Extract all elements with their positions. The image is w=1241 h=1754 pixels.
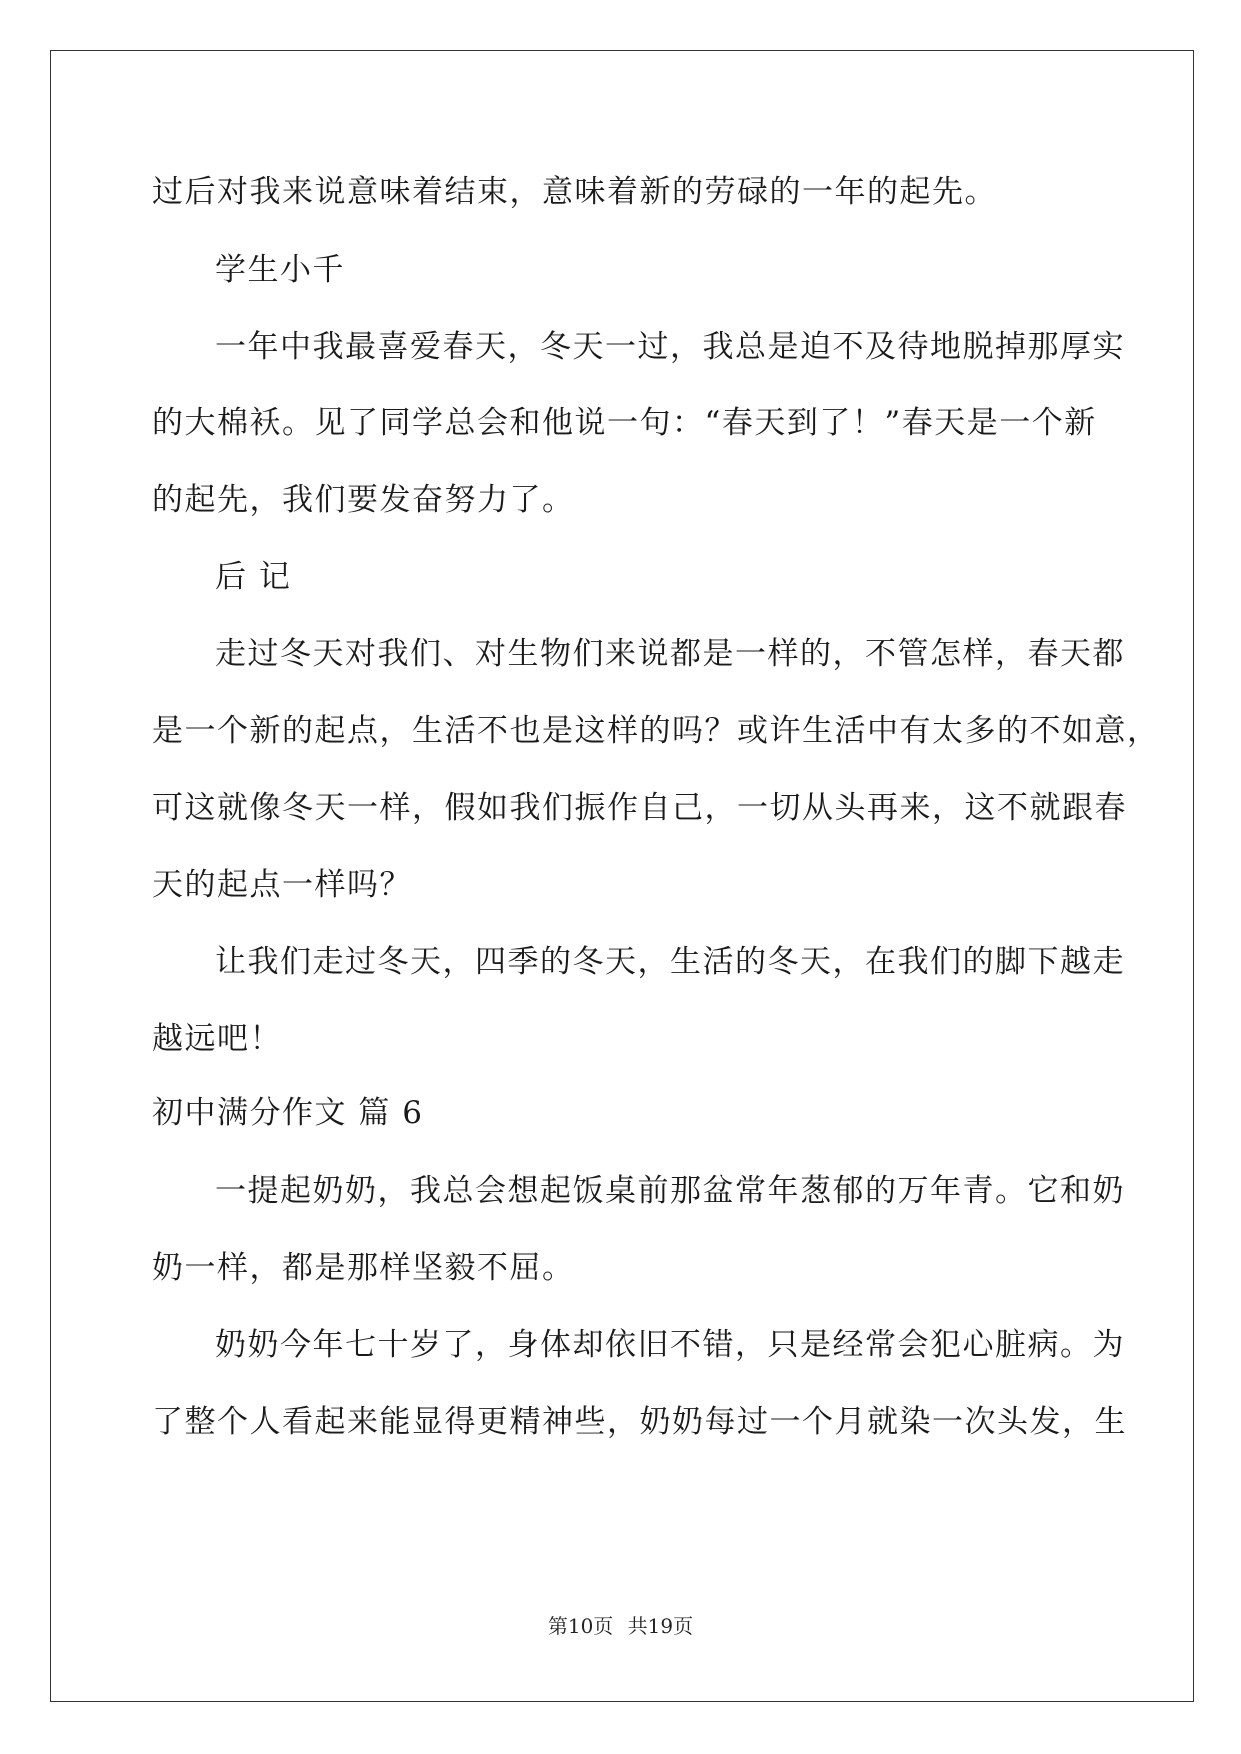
author-signature: 学生小千 bbox=[215, 252, 345, 288]
paragraph-line: 过后对我来说意味着结束，意味着新的劳碌的一年的起先。 bbox=[152, 174, 997, 210]
paragraph-line: 一提起奶奶，我总会想起饭桌前那盆常年葱郁的万年青。它和奶 bbox=[215, 1173, 1125, 1209]
paragraph-line: 的大棉袄。见了同学总会和他说一句：“春天到了！”春天是一个新 bbox=[152, 405, 1097, 441]
paragraph-line: 让我们走过冬天，四季的冬天，生活的冬天，在我们的脚下越走 bbox=[215, 944, 1125, 980]
paragraph-line: 的起先，我们要发奋努力了。 bbox=[152, 482, 575, 518]
paragraph-line: 天的起点一样吗？ bbox=[152, 867, 412, 903]
current-page-number: 第10页 bbox=[547, 1614, 614, 1638]
paragraph-line: 一年中我最喜爱春天，冬天一过，我总是迫不及待地脱掉那厚实 bbox=[215, 329, 1125, 365]
paragraph-line: 越远吧！ bbox=[152, 1021, 282, 1057]
paragraph-line: 可这就像冬天一样，假如我们振作自己，一切从头再来，这不就跟春 bbox=[152, 790, 1127, 826]
essay-title: 初中满分作文 篇 6 bbox=[152, 1095, 424, 1131]
total-page-count: 共19页 bbox=[627, 1614, 694, 1638]
paragraph-line: 奶一样，都是那样坚毅不屈。 bbox=[152, 1250, 575, 1286]
page-footer bbox=[0, 1614, 1241, 1638]
paragraph-line: 走过冬天对我们、对生物们来说都是一样的，不管怎样，春天都 bbox=[215, 636, 1125, 672]
paragraph-line: 奶奶今年七十岁了，身体却依旧不错，只是经常会犯心脏病。为 bbox=[215, 1327, 1125, 1363]
section-heading: 后 记 bbox=[215, 559, 292, 595]
paragraph-line: 了整个人看起来能显得更精神些，奶奶每过一个月就染一次头发，生 bbox=[152, 1404, 1127, 1440]
paragraph-line: 是一个新的起点，生活不也是这样的吗？或许生活中有太多的不如意， bbox=[152, 713, 1160, 749]
